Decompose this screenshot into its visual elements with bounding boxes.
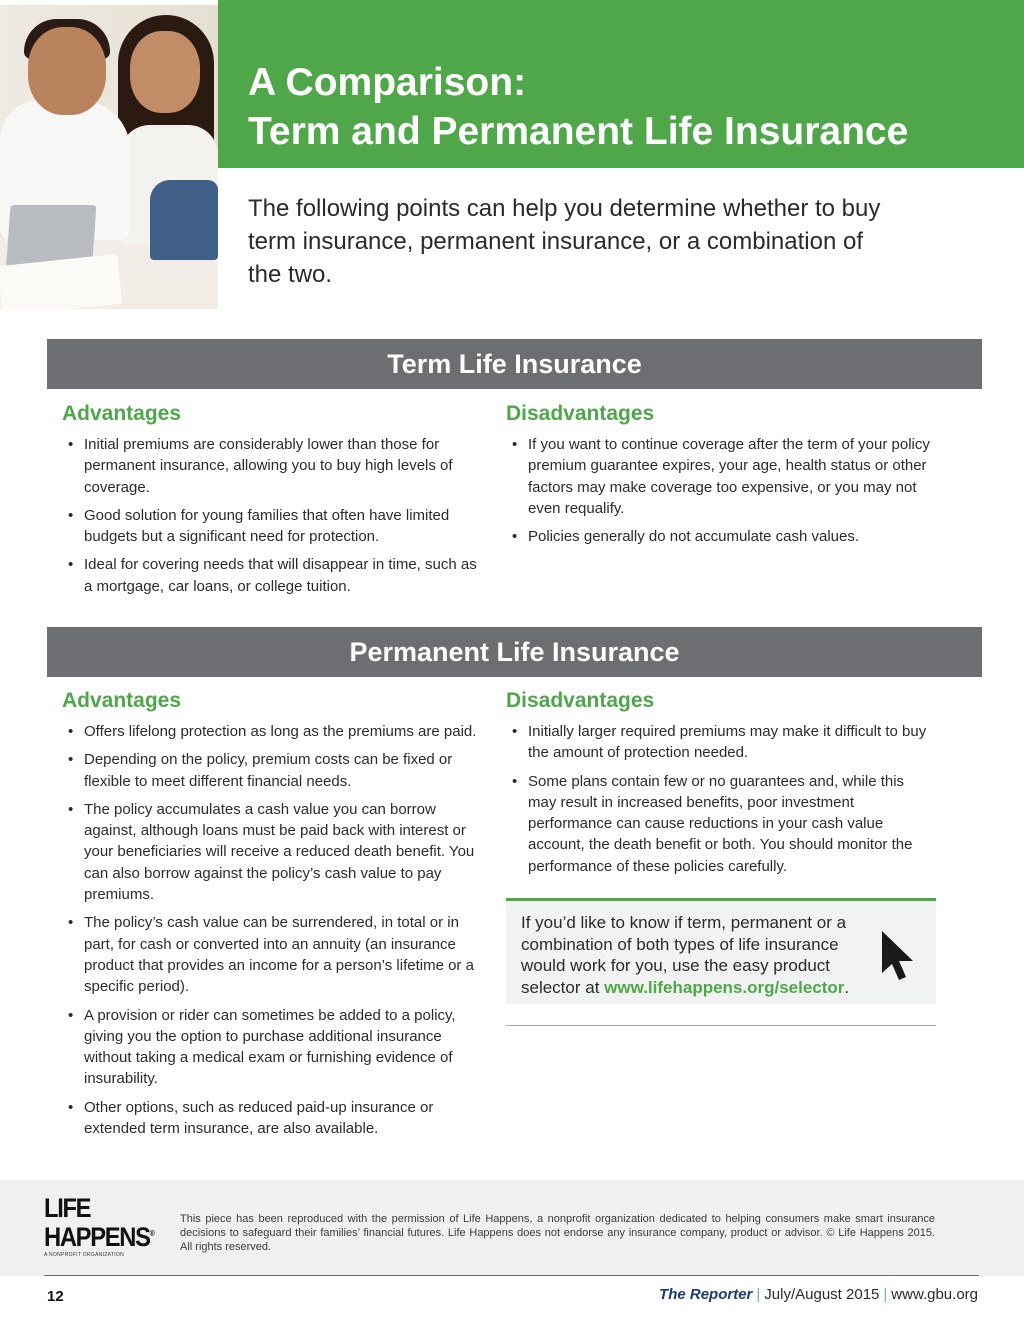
- list-item: • Offers lifelong protection as long as the premiums are paid.: [62, 721, 482, 742]
- term-disadvantages-heading: Disadvantages: [506, 402, 655, 425]
- website[interactable]: www.gbu.org: [891, 1286, 978, 1303]
- title-line-2: Term and Permanent Life Insurance: [248, 110, 909, 153]
- term-advantages-heading: Advantages: [62, 402, 182, 425]
- publication-name: The Reporter: [659, 1286, 753, 1303]
- permanent-disadvantages-heading: Disadvantages: [506, 689, 655, 712]
- permanent-disadvantages-list: [506, 721, 934, 884]
- list-item: • Ideal for covering needs that will disappear in time, such as a mortgage, car loans, or college tuition.: [62, 554, 487, 597]
- callout-divider: [506, 1025, 936, 1026]
- page-number: 12: [47, 1288, 64, 1305]
- separator: |: [883, 1286, 888, 1303]
- logo-word: HAPPENS: [44, 1222, 150, 1252]
- list-item: • The policy accumulates a cash value you can borrow against, although loans must be paid back with interest or your beneficiaries will receive a reduced death benefit. You can also borrow against the policy’s cash value to pay premiums.: [62, 799, 482, 905]
- list-item: • Some plans contain few or no guarantees and, while this may result in increased benefits, poor investment performance can cause reductions in your cash value account, the death benefit or both. You should monitor the performance of these policies carefully.: [506, 771, 934, 877]
- disclaimer-text: This piece has been reproduced with the permission of Life Happens, a nonprofit organization dedicated to helping consumers make smart insurance decisions to safeguard their families’ financial futures. Life Happens does not endorse any insurance company, product or advisor. © Life Happens 2015. All rights reserved.: [180, 1213, 935, 1253]
- list-item: • Policies generally do not accumulate cash values.: [506, 526, 934, 547]
- logo-line-1: LIFE: [44, 1193, 91, 1223]
- permanent-advantages-list: [62, 721, 482, 1146]
- logo-tagline: A NONPROFIT ORGANIZATION: [44, 1252, 125, 1258]
- life-happens-logo: [44, 1193, 160, 1262]
- list-item: • Other options, such as reduced paid-up insurance or extended term insurance, are also available.: [62, 1097, 482, 1140]
- logo-line-2: [44, 1221, 155, 1252]
- callout-text: [521, 912, 871, 998]
- callout-body: If you’d like to know if term, permanent or a combination of both types of life insurance would work for you, use the easy product selector at: [521, 913, 847, 997]
- list-item: • The policy’s cash value can be surrendered, in total or in part, for cash or converted into an annuity (an insurance product that provides an income for a person’s lifetime or a specific period).: [62, 912, 482, 997]
- term-section-heading: Term Life Insurance: [47, 339, 982, 389]
- page-title: [248, 58, 1008, 156]
- list-item: • Initially larger required premiums may make it difficult to buy the amount of protection needed.: [506, 721, 934, 764]
- title-line-1: A Comparison:: [248, 61, 527, 104]
- masthead: [659, 1286, 978, 1303]
- list-item: • Depending on the policy, premium costs can be fixed or flexible to meet different financial needs.: [62, 749, 482, 792]
- selector-callout: [506, 898, 936, 1004]
- separator: |: [756, 1286, 761, 1303]
- selector-link[interactable]: www.lifehappens.org/selector: [604, 977, 845, 997]
- list-item: • Good solution for young families that often have limited budgets but a significant need for protection.: [62, 505, 487, 548]
- cursor-arrow-icon: [878, 929, 918, 983]
- list-item: • Initial premiums are considerably lower than those for permanent insurance, allowing you to buy high levels of coverage.: [62, 434, 487, 498]
- callout-end: .: [844, 977, 850, 997]
- list-item: • If you want to continue coverage after the term of your policy premium guarantee expires, your age, health status or other factors may make coverage too expensive, or you may not even requalify.: [506, 434, 934, 519]
- intro-text: The following points can help you determine whether to buy term insurance, permanent insurance, or a combination of the two.: [248, 195, 881, 288]
- permanent-section-heading: Permanent Life Insurance: [47, 627, 982, 677]
- couple-photo: [0, 5, 218, 309]
- term-advantages-list: [62, 434, 487, 604]
- permanent-advantages-heading: Advantages: [62, 689, 182, 712]
- list-item: • A provision or rider can sometimes be added to a policy, giving you the option to purchase additional insurance without taking a medical exam or furnishing evidence of insurability.: [62, 1005, 482, 1090]
- term-disadvantages-list: [506, 434, 934, 554]
- registered-mark: ®: [149, 1229, 155, 1238]
- issue-date: July/August 2015: [764, 1286, 880, 1303]
- footer-divider: [44, 1275, 979, 1276]
